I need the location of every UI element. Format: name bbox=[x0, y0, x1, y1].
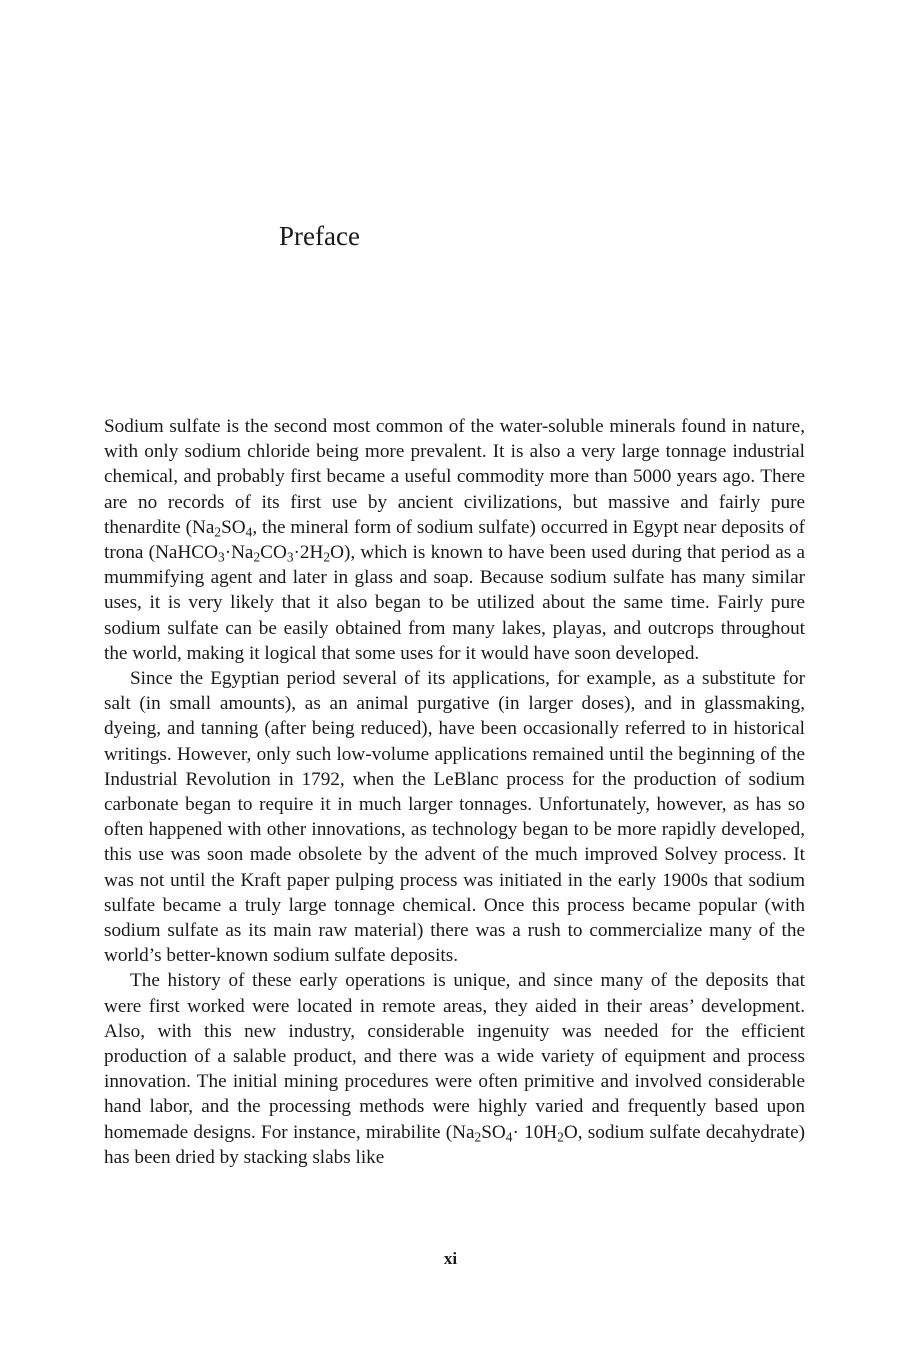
paragraph-1-text-b: , the mineral form of sodium sulfate) occurred in Egypt near deposits of trona ( bbox=[104, 516, 805, 564]
paragraph-2: Since the Egyptian period several of its applications, for example, as a substitute for salt (in small amounts), as an animal purgative (in larger doses), and in glassmaking, dyeing, and tanning (after being reduced), have been occasionally referred to in historical writings. However, only such low-volume applications remained until the beginning of the Industrial Revolution in 1792, when the LeBlanc process for the production of sodium carbonate began to require it in much larger tonnages. Unfortunately, however, as has so often happened with other innovations, as technology began to be more rapidly developed, this use was soon made obsolete by the advent of the much improved Solvey process. It was not until the Kraft paper pulping process was initiated in the early 1900s that sodium sulfate became a truly large tonnage chemical. Once this process became popular (with sodium sulfate as its main raw material) there was a rush to commercialize many of the world’s better-known sodium sulfate deposits. bbox=[104, 668, 805, 967]
paragraph-3-text-b: , sodium sulfate decahydrate) has been dried by stacking slabs like bbox=[104, 1121, 805, 1168]
page-title: Preface bbox=[279, 221, 360, 251]
paragraph-1-text-a: Sodium sulfate is the second most common of the water-soluble minerals found in nature, with only sodium chloride being more prevalent. It is also a very large tonnage industrial chemical, and probably first became a useful commodity more than 5000 years ago. There are no records of its first use by ancient civilizations, but massive and fairly pure thenardite ( bbox=[104, 416, 805, 538]
paragraph-3-text-a: The history of these early operations is unique, and since many of the deposits that were first worked were located in remote areas, they aided in their areas’ development. Also, with this new industry, considerable ingenuity was needed for the efficient production of a salable product, and there was a wide variety of equipment and process innovation. The initial mining procedures were often primitive and involved considerable hand labor, and the processing methods were highly varied and frequently based upon homemade designs. For instance, mirabilite ( bbox=[104, 970, 805, 1143]
paragraph-3 bbox=[104, 968, 805, 1170]
paragraph-1-text-c: ), which is known to have been used during that period as a mummifying agent and later in glass and soap. Because sodium sulfate has many similar uses, it is very likely that it also began to be utilized about the same time. Fairly pure sodium sulfate can be easily obtained from many lakes, playas, and outcrops throughout the world, making it logical that some uses for it would have soon developed. bbox=[104, 542, 805, 664]
formula-trona: $NaHCO_3\cdot Na_2CO_3\cdot 2H_2O$ bbox=[155, 542, 344, 565]
formula-mirabilite: $Na_2SO_4\cdot 10H_2O$ bbox=[452, 1121, 578, 1145]
formula-thenardite: $Na_2SO_4$ bbox=[192, 516, 253, 540]
page-number: xi bbox=[443, 1249, 458, 1268]
paragraph-1 bbox=[104, 414, 805, 666]
body-text bbox=[104, 414, 805, 1170]
